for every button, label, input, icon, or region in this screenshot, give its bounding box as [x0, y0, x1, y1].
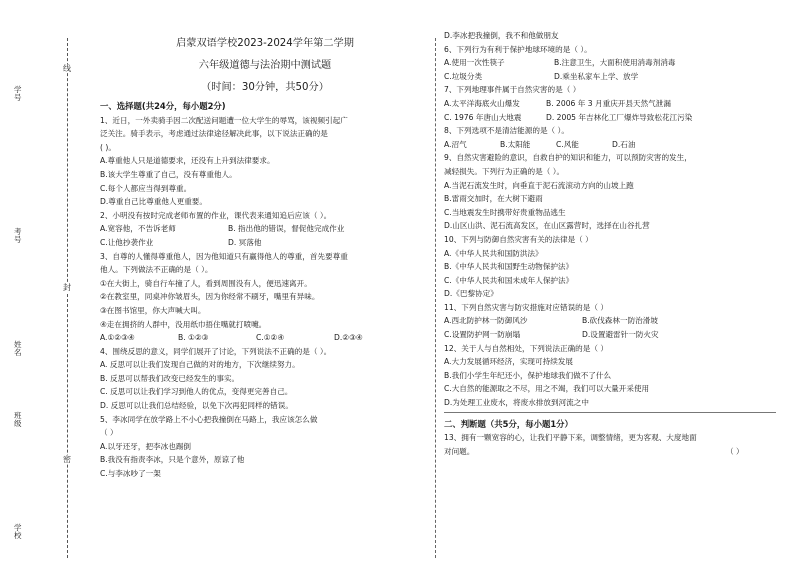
question-stem: 2、小明没有按时完成老师布置的作业，课代表来通知追后应该（ ）。 [100, 210, 332, 220]
option: C.大自然的能源取之不尽，用之不竭，我们可以大量开采使用 [444, 384, 650, 394]
section1-title: 一、选择题(共24分，每小题2分) [100, 101, 226, 111]
question-stem: 7、下列地理事件属于自然灾害的是（ ） [444, 85, 581, 95]
field-student-number: 学号 [14, 85, 22, 102]
seal-mark-seal: 封 [63, 283, 71, 292]
option-row [100, 222, 430, 236]
field-name: 姓名 [14, 340, 22, 357]
binding-margin [0, 0, 82, 561]
option: D. 反思可以让我们总结经验，以免下次再犯同样的错误。 [100, 401, 293, 411]
option: D.《巴黎协定》 [444, 289, 498, 299]
option: C.让他抄袭作业 [100, 237, 154, 247]
option-row [100, 331, 430, 345]
left-column [100, 0, 430, 481]
option: C.与李冰吵了一架 [100, 469, 161, 479]
section2-title: 二、判断题（共5分，每小题1分） [444, 418, 573, 429]
question-stem: 对问题。 [444, 446, 475, 456]
question-stem: 1、近日，一外卖骑手因二次配送问题遭一位大学生的辱骂，该视频引起广 [100, 115, 348, 125]
question-stem: 10、下列与防御自然灾害有关的法律是（ ） [444, 234, 593, 244]
question-stem: 8、下列选项不是清洁能源的是（ ）。 [444, 126, 569, 136]
seal-mark-line: 线 [63, 64, 71, 73]
question-11 [444, 301, 784, 342]
option-row [444, 70, 784, 84]
field-school: 学校 [14, 523, 22, 540]
section-divider [444, 412, 776, 413]
binding-dashed-line [67, 38, 68, 558]
option: D. 2005 年吉林化工厂爆炸导致松花江污染 [546, 112, 693, 122]
question-stem: 12、关于人与自然相处，下列说法正确的是（ ） [444, 343, 608, 353]
option-row [444, 111, 784, 125]
option: B.该大学生尊重了自己，没有尊重他人。 [100, 169, 237, 179]
column-divider [435, 38, 436, 558]
option: D.设置避雷针一防火灾 [582, 330, 659, 340]
statement: ①在大街上，骑自行车撞了人，看到周围没有人，便迅速离开。 [100, 278, 312, 288]
question-5 [100, 413, 430, 481]
option-row [444, 56, 784, 70]
option: C.垃圾分类 [444, 71, 483, 81]
option: C.当地震发生时携带好贵重物品逃生 [444, 207, 566, 217]
question-stem: 5、李冰同学在放学路上不小心把我撞倒在马路上，我应该怎么做 [100, 414, 318, 424]
question-stem: 9、自然灾害避险的意识，自救自护的知识和能力，可以预防灾害的发生， [444, 153, 692, 163]
question-2 [100, 209, 430, 250]
school-title: 启蒙双语学校2023-2024学年第二学期 [176, 38, 354, 49]
question-10 [444, 233, 784, 301]
question-stem: 4、围绕反思的意义，同学们展开了讨论，下列说法不正确的是（ ）。 [100, 346, 332, 356]
question-stem-row [444, 445, 784, 459]
question-stem: 13、拥有一颗宽容的心，让我们平静下来，调整情绪，更为客观、大度地面 [444, 433, 697, 443]
option: D.李冰把我撞倒，我不和他做朋友 [444, 31, 559, 40]
option: B.砍伐森林一防治滑坡 [582, 316, 658, 326]
option: C.设置防护网一防崩塌 [444, 330, 521, 340]
question-stem: 泛关注。骑手表示，考虑通过法律途径解决此事，以下说法正确的是 [100, 129, 328, 139]
option: C.风能 [556, 139, 579, 149]
option: B.我没有指责李冰，只是个意外，原谅了他 [100, 455, 245, 465]
option-row [444, 328, 784, 342]
question-1 [100, 114, 430, 209]
option: A.大力发展循环经济，实现可持续发展 [444, 357, 573, 367]
option: B.注意卫生，大面积使用消毒剂消毒 [554, 58, 676, 68]
field-exam-number: 考号 [14, 227, 22, 244]
option: A.尊重他人只是道德要求，还没有上升到法律要求。 [100, 156, 275, 166]
statement: ③在图书馆里，你大声喊大叫。 [100, 305, 206, 315]
option: B.雷雨交加时，在大树下避雨 [444, 194, 543, 204]
option: A.西北防护林一防御风沙 [444, 316, 528, 326]
option-row [100, 236, 430, 250]
option: C.①②④ [256, 333, 285, 343]
option: C. 反思可以让我们学习到他人的优点，变得更完善自己。 [100, 387, 293, 397]
option: B.《中华人民共和国野生动物保护法》 [444, 262, 574, 272]
option: A.太平洋海底火山爆发 [444, 98, 520, 108]
answer-blank[interactable]: （ ） [726, 446, 744, 456]
option-row [444, 314, 784, 328]
option: D.石油 [612, 139, 636, 149]
option: A.《中华人民共和国防洪法》 [444, 248, 543, 258]
seal-mark-secret: 密 [63, 455, 71, 464]
option: A.①②③④ [100, 333, 135, 343]
question-stem: （ ） [100, 428, 118, 438]
question-7 [444, 83, 784, 124]
exam-title: 六年级道德与法治期中测试题 [198, 60, 332, 71]
statement: ④走在拥挤的人群中，没用纸巾捂住嘴就打喷嚏。 [100, 319, 267, 329]
question-8 [444, 124, 784, 151]
option: D.②③④ [334, 333, 363, 343]
option: A.使用一次性筷子 [444, 58, 505, 68]
option: B. 2006 年 3 月重庆开县天然气泄漏 [546, 98, 671, 108]
question-stem: ( )。 [100, 142, 116, 152]
statement: ②在教室里，同桌冲你皱眉头，因为你经常不刷牙，嘴里有异味。 [100, 292, 320, 302]
option: C.每个人都应当得到尊重。 [100, 183, 192, 193]
option: B.我们小学生年纪还小，保护地球我们做不了什么 [444, 370, 612, 380]
field-class: 班级 [14, 411, 22, 428]
option: B. ①②③ [178, 333, 209, 343]
question-3 [100, 250, 430, 345]
option: A.宽容他，不告诉老师 [100, 224, 176, 234]
option-row [444, 97, 784, 111]
question-stem: 3、自尊的人懂得尊重他人，因为他知道只有赢得他人的尊重，首先要尊重 [100, 251, 348, 261]
option: B.太阳能 [500, 139, 531, 149]
question-stem: 减轻损失。下列行为正确的是（ ）。 [444, 166, 565, 176]
question-9 [444, 151, 784, 233]
option: C.《中华人民共和国未成年人保护法》 [444, 275, 574, 285]
question-13 [444, 431, 784, 458]
option: C. 1976 年唐山大地震 [444, 112, 522, 122]
option-row [444, 138, 784, 152]
right-column [444, 0, 784, 458]
question-stem: 他人。下列做法不正确的是（ ）。 [100, 265, 213, 275]
option: A.以牙还牙，把李冰也踢倒 [100, 441, 192, 451]
option: D.乘坐私家车上学、放学 [554, 71, 639, 81]
option: A.当泥石流发生时，向垂直于泥石流滚动方向的山坡上跑 [444, 180, 634, 190]
option: A. 反思可以让我们发现自己做的对的地方，下次继续努力。 [100, 360, 300, 370]
option: D. 冥落他 [228, 237, 262, 247]
option: A.沼气 [444, 139, 467, 149]
question-stem: 11、下列自然灾害与防灾措施对应错误的是（ ） [444, 302, 608, 312]
question-6 [444, 43, 784, 84]
option: B. 指出他的错误，督促他完成作业 [228, 224, 345, 234]
question-12 [444, 342, 784, 410]
question-4 [100, 345, 430, 413]
option: D.山区山洪、泥石流高发区，在山区露营时，选择在山谷扎营 [444, 221, 650, 231]
option: D.为处理工业废水，将废水排放到河流之中 [444, 398, 589, 408]
option: B. 反思可以帮我们改变已经发生的事实。 [100, 373, 240, 383]
exam-info: （时间：30分钟，共50分） [201, 82, 329, 93]
question-stem: 6、下列行为有利于保护地球环境的是（ ）。 [444, 44, 592, 54]
option: D.尊重自己比尊重他人更重要。 [100, 197, 207, 207]
